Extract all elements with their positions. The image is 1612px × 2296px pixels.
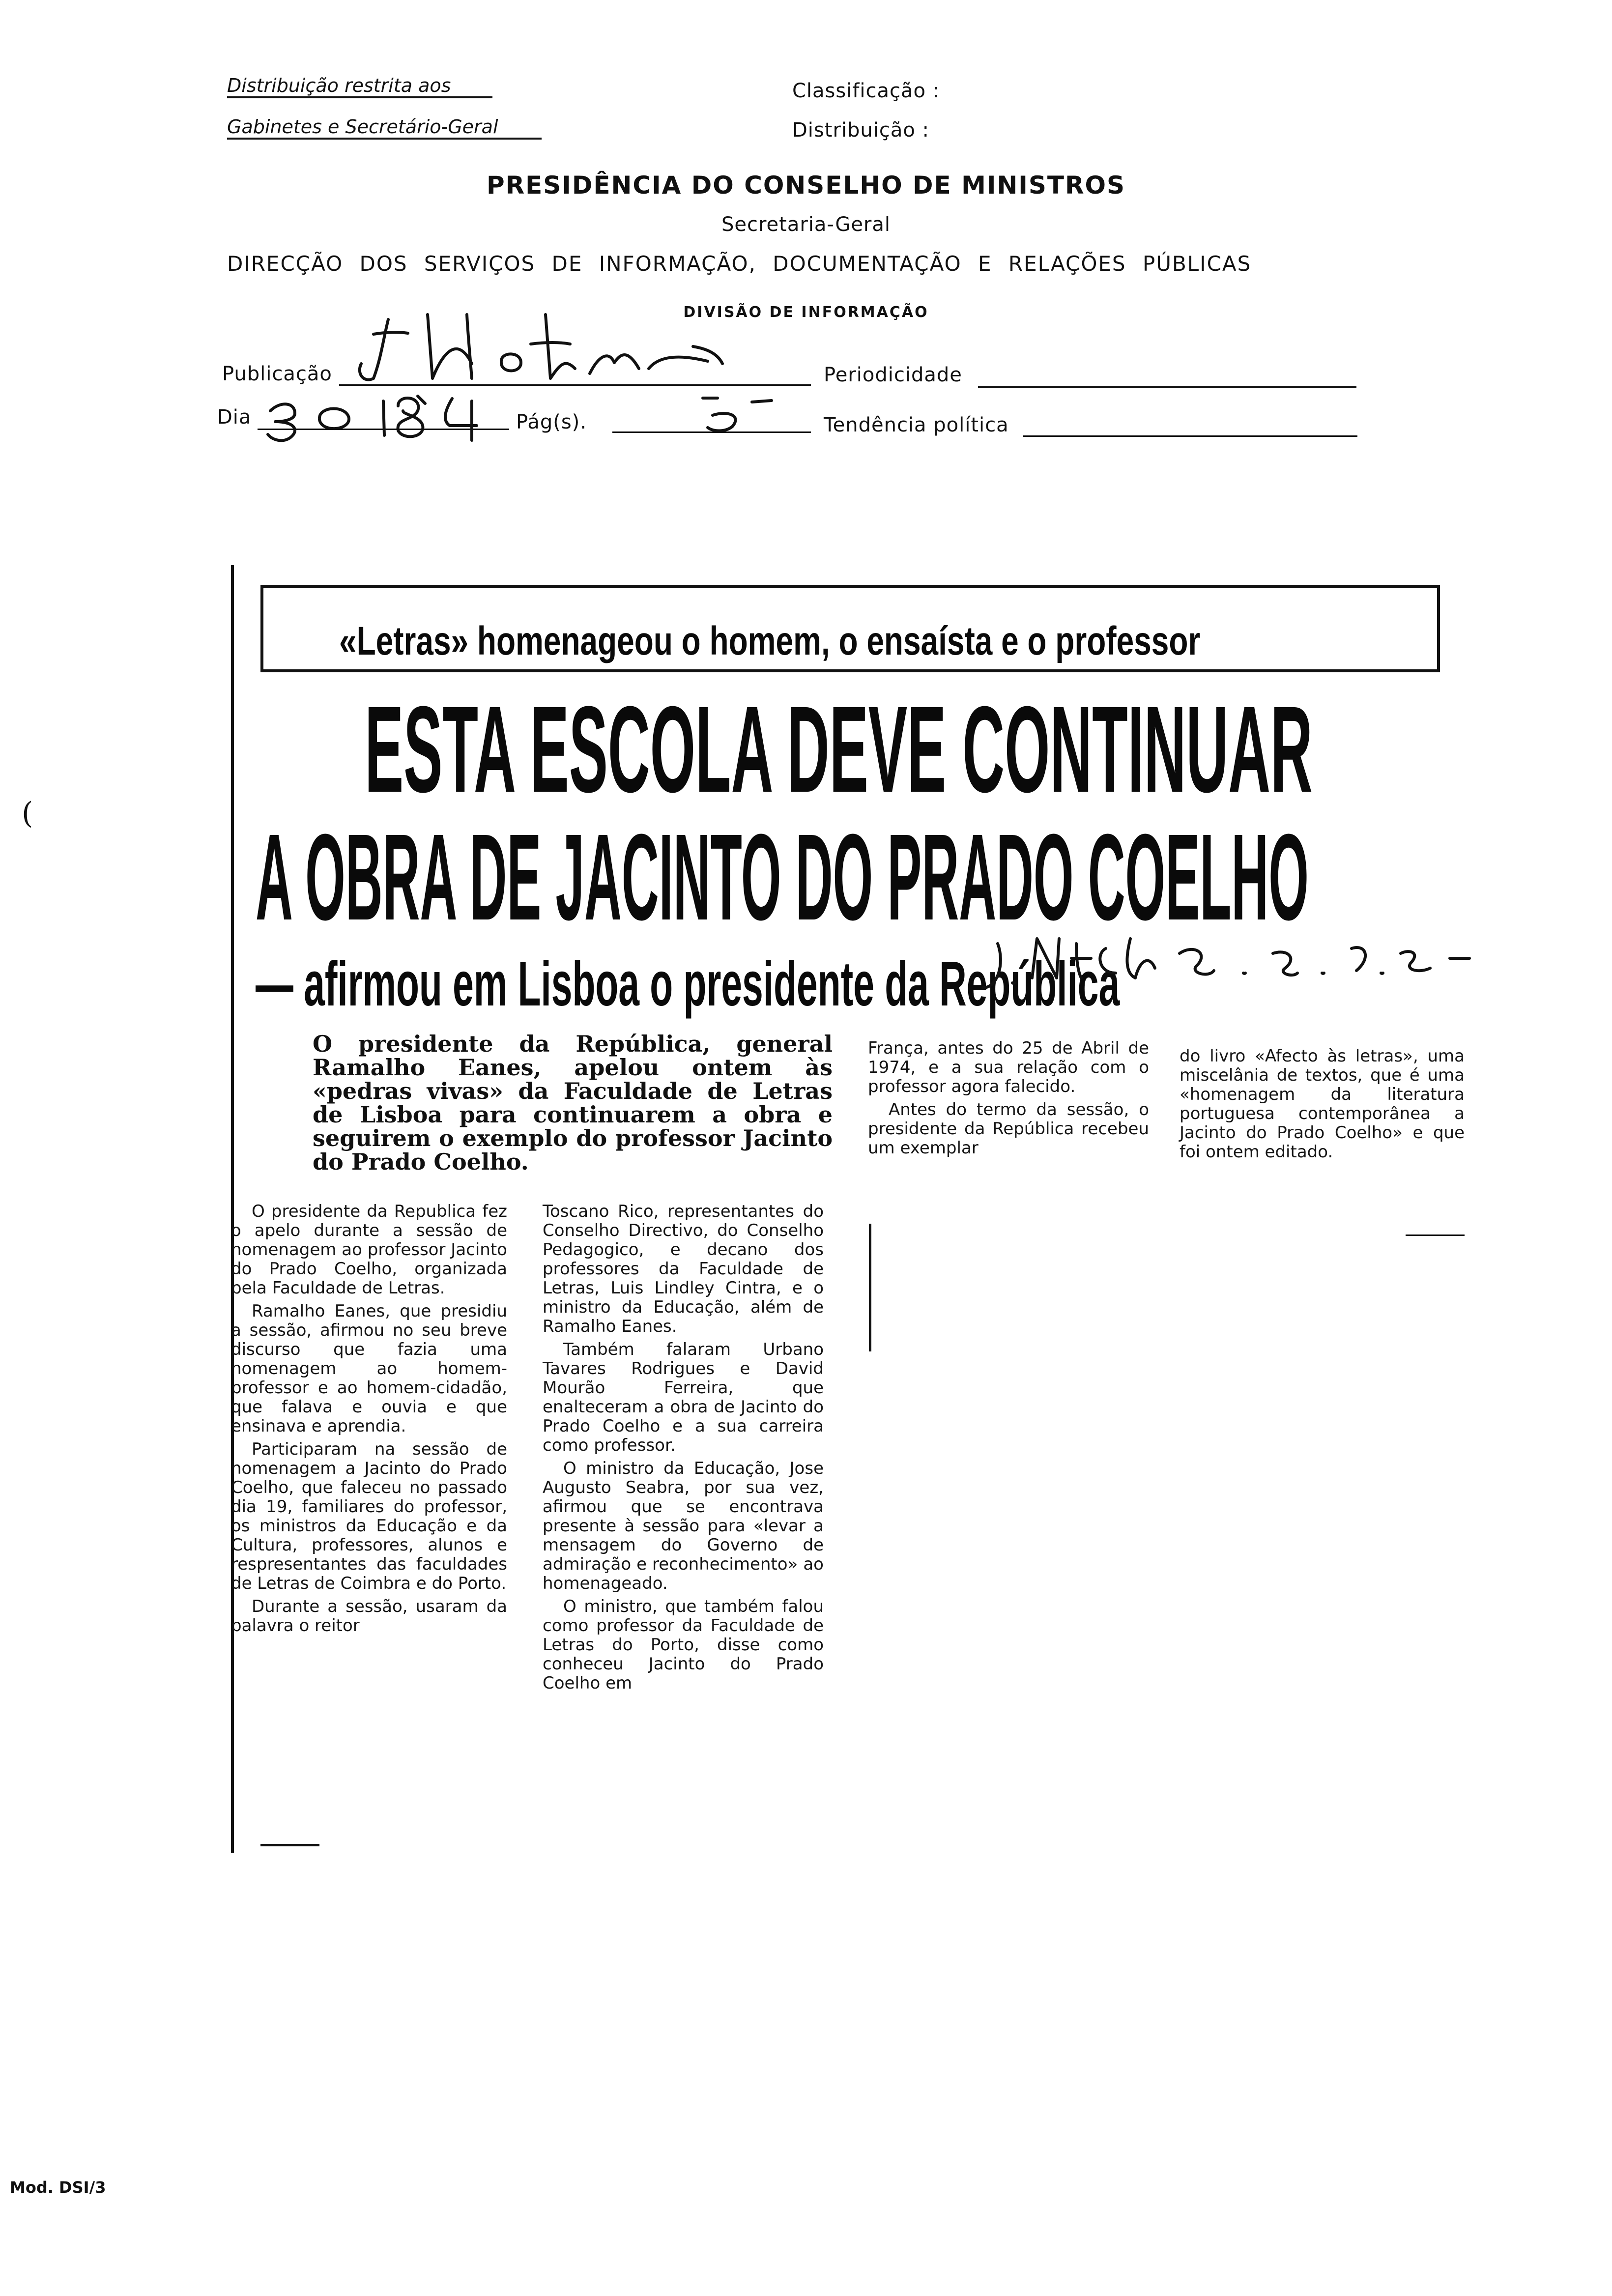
directorate-title: DIRECÇÃO DOS SERVIÇOS DE INFORMAÇÃO, DOCUMENTAÇÃO E RELAÇÕES PÚBLICAS [227,252,1252,276]
body-column-2 [543,1202,824,1697]
margin-bracket-mark: ( [22,796,33,831]
secretariat-title: Secretaria-Geral [721,213,891,236]
col1-paragraph: Ramalho Eanes, que presidiu a sessão, afirmou no seu breve discurso que fazia uma homenagem ao homem-professor e ao homem-cidadão, que falava e ouvia e que ensinava e aprendia. [231,1301,507,1436]
headline-line1: ESTA ESCOLA DEVE CONTINUAR [365,681,1313,818]
footer-code: Mod. DSI/3 [10,2178,106,2197]
col1-paragraph: O presidente da Republica fez o apelo durante a sessão de homenagem ao professor Jacinto do Prado Coelho, organizada pela Faculdade de Letras. [231,1202,507,1298]
body-column-3 [868,1039,1149,1162]
publicacao-label: Publicação [222,363,332,385]
handwritten-annotation [978,924,1499,1003]
distribuicao-label: Distribuição : [792,119,930,142]
subhead: — afirmou em Lisboa o presidente da República [256,949,1120,1019]
periodicidade-field [978,386,1356,388]
col1-paragraph: Durante a sessão, usaram da palavra o reitor [231,1597,507,1636]
kicker-text: «Letras» homenageou o homem, o ensaísta e o professor [339,619,1201,663]
handwritten-dia [256,391,511,445]
handwritten-publicacao [354,305,796,393]
col2-paragraph: Toscano Rico, representantes do Conselho Directivo, do Conselho Pedagogico, e decano dos professores da Faculdade de Letras, Luis Lindley Cintra, e o ministro da Educação, além de Ramalho Eanes. [543,1202,824,1336]
tendencia-label: Tendência política [824,414,1009,436]
col4-paragraph: do livro «Afecto às letras», uma miscelânia de textos, que é uma «homenagem da literatura portuguesa contemporânea a Jacinto do Prado Coelho» e que foi ontem editado. [1180,1046,1465,1162]
col1-paragraph: Participaram na sessão de homenagem a Jacinto do Prado Coelho, que faleceu no passado dia 19, familiares do professor, os ministros da Educação e da Cultura, professores, alunos e respresentantes das faculdades de Letras de Coimbra e do Porto. [231,1439,507,1593]
col2-paragraph: O ministro da Educação, Jose Augusto Seabra, por sua vez, afirmou que se encontrava presente à sessão para «levar a mensagem do Governo de admiração e reconhecimento» ao homenageado. [543,1459,824,1593]
body-column-1 [231,1202,507,1639]
restriction-note-line1: Distribuição restrita aos [227,75,492,98]
article-end-rule [1406,1234,1465,1236]
pags-label: Pág(s). [516,411,587,433]
handwritten-pag [698,388,796,442]
restriction-note-line2: Gabinetes e Secretário-Geral [227,116,542,140]
dia-label: Dia [217,406,252,429]
col1-end-mark [260,1844,319,1846]
col2-paragraph: O ministro, que também falou como professor da Faculdade de Letras do Porto, disse como conheceu Jacinto do Prado Coelho em [543,1597,824,1693]
presidency-title: PRESIDÊNCIA DO CONSELHO DE MINISTROS [486,171,1126,200]
classificacao-label: Classificação : [792,80,940,102]
tendencia-field [1023,435,1357,437]
headline-line2: A OBRA DE JACINTO DO PRADO COELHO [256,808,1309,946]
periodicidade-label: Periodicidade [824,364,962,386]
col2-paragraph: Também falaram Urbano Tavares Rodrigues e David Mourão Ferreira, que enalteceram a obra de Jacinto do Prado Coelho e a sua carreira como professor. [543,1340,824,1455]
lead-paragraph: O presidente da República, general Ramalho Eanes, apelou ontem às «pedras vivas» da Faculdade de Letras de Lisboa para continuarem a obra e seguirem o exemplo do professor Jacinto do Prado Coelho. [313,1031,833,1175]
body-column-4 [1180,1047,1465,1166]
col3-rule [869,1224,871,1351]
division-title: DIVISÃO DE INFORMAÇÃO [683,304,929,321]
col3-paragraph: Antes do termo da sessão, o presidente da República recebeu um exemplar [868,1100,1149,1158]
col3-paragraph: França, antes do 25 de Abril de 1974, e a sua relação com o professor agora falecido. [868,1038,1149,1096]
